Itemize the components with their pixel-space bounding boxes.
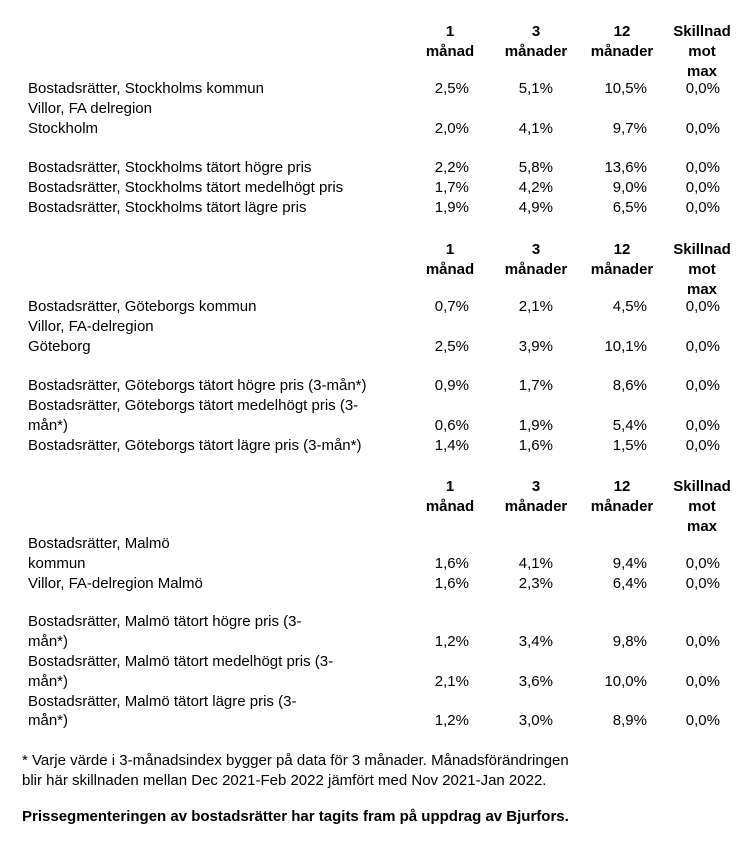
value-1m: 1,2% <box>434 633 469 650</box>
row-label: mån*) <box>28 633 69 650</box>
value-12m: 4,5% <box>612 298 647 315</box>
row-label: Bostadsrätter, Malmö tätort medelhögt pris (3- <box>28 653 334 670</box>
header-12-manader: 12 månader <box>590 478 654 515</box>
value-diff: 0,0% <box>685 159 720 176</box>
header-skillnad-mot-max: Skillnad mot max <box>673 23 731 80</box>
row-label: Bostadsrätter, Göteborgs tätort lägre pris (3-mån*) <box>28 437 362 454</box>
row-label: Villor, FA-delregion Malmö <box>28 575 203 592</box>
value-3m: 4,2% <box>518 179 553 196</box>
row-label: Bostadsrätter, Malmö <box>28 535 170 552</box>
value-diff: 0,0% <box>685 338 720 355</box>
row-label: Bostadsrätter, Malmö tätort högre pris (3- <box>28 613 302 630</box>
value-3m: 1,9% <box>518 417 553 434</box>
value-12m: 10,5% <box>604 80 647 97</box>
row-label: Bostadsrätter, Malmö tätort lägre pris (3- <box>28 693 297 710</box>
row-label: Bostadsrätter, Stockholms tätort medelhögt pris <box>28 179 344 196</box>
value-12m: 9,0% <box>612 179 647 196</box>
value-diff: 0,0% <box>685 120 720 137</box>
row-label: Bostadsrätter, Stockholms tätort lägre pris <box>28 199 307 216</box>
value-diff: 0,0% <box>685 673 720 690</box>
value-3m: 5,1% <box>518 80 553 97</box>
table-row <box>0 574 746 594</box>
table-row <box>0 632 746 652</box>
value-diff: 0,0% <box>685 633 720 650</box>
value-12m: 13,6% <box>604 159 647 176</box>
row-label: Bostadsrätter, Göteborgs tätort högre pris (3-mån*) <box>28 377 367 394</box>
value-3m: 3,9% <box>518 338 553 355</box>
table-row <box>0 198 746 218</box>
value-3m: 1,6% <box>518 437 553 454</box>
table-row <box>0 711 746 731</box>
value-diff: 0,0% <box>685 179 720 196</box>
value-3m: 4,9% <box>518 199 553 216</box>
table-row <box>0 672 746 692</box>
table-row <box>0 79 746 99</box>
value-3m: 3,6% <box>518 673 553 690</box>
row-label: Göteborg <box>28 338 91 355</box>
row-label: Bostadsrätter, Göteborgs kommun <box>28 298 257 315</box>
value-12m: 6,4% <box>612 575 647 592</box>
value-1m: 1,6% <box>434 575 469 592</box>
table-row <box>0 178 746 198</box>
value-3m: 4,1% <box>518 555 553 572</box>
value-1m: 2,2% <box>434 159 469 176</box>
row-label: Bostadsrätter, Stockholms tätort högre pris <box>28 159 312 176</box>
value-12m: 10,0% <box>604 673 647 690</box>
header-12-manader: 12 månader <box>590 241 654 278</box>
table-row <box>0 554 746 574</box>
credit-note: Prissegmenteringen av bostadsrätter har tagits fram på uppdrag av Bjurfors. <box>22 808 569 825</box>
row-label: mån*) <box>28 712 69 729</box>
row-label: Villor, FA-delregion <box>28 318 154 335</box>
row-label: kommun <box>28 555 86 572</box>
value-1m: 2,5% <box>434 80 469 97</box>
value-12m: 5,4% <box>612 417 647 434</box>
value-12m: 9,8% <box>612 633 647 650</box>
value-diff: 0,0% <box>685 555 720 572</box>
row-label: Stockholm <box>28 120 99 137</box>
header-1-manad: 1 månad <box>425 478 475 515</box>
table-row <box>0 158 746 178</box>
value-diff: 0,0% <box>685 575 720 592</box>
value-1m: 2,5% <box>434 338 469 355</box>
value-1m: 0,6% <box>434 417 469 434</box>
header-3-manader: 3 månader <box>504 23 568 60</box>
header-1-manad: 1 månad <box>425 23 475 60</box>
value-1m: 0,9% <box>434 377 469 394</box>
value-12m: 9,7% <box>612 120 647 137</box>
table-row <box>0 396 746 416</box>
table-row <box>0 119 746 139</box>
footnote <box>22 751 722 791</box>
table-row <box>0 99 746 119</box>
value-12m: 6,5% <box>612 199 647 216</box>
row-label: mån*) <box>28 673 69 690</box>
value-1m: 1,2% <box>434 712 469 729</box>
value-diff: 0,0% <box>685 377 720 394</box>
value-12m: 10,1% <box>604 338 647 355</box>
row-label: mån*) <box>28 417 69 434</box>
value-3m: 2,1% <box>518 298 553 315</box>
value-3m: 4,1% <box>518 120 553 137</box>
value-diff: 0,0% <box>685 417 720 434</box>
header-12-manader: 12 månader <box>590 23 654 60</box>
table-row <box>0 337 746 357</box>
value-3m: 2,3% <box>518 575 553 592</box>
value-12m: 1,5% <box>612 437 647 454</box>
value-1m: 1,4% <box>434 437 469 454</box>
value-diff: 0,0% <box>685 298 720 315</box>
value-3m: 3,4% <box>518 633 553 650</box>
value-12m: 8,9% <box>612 712 647 729</box>
row-label: Bostadsrätter, Stockholms kommun <box>28 80 264 97</box>
value-12m: 8,6% <box>612 377 647 394</box>
value-3m: 3,0% <box>518 712 553 729</box>
value-12m: 9,4% <box>612 555 647 572</box>
header-3-manader: 3 månader <box>504 241 568 278</box>
value-1m: 1,7% <box>434 179 469 196</box>
value-diff: 0,0% <box>685 199 720 216</box>
footnote-line-2: blir här skillnaden mellan Dec 2021-Feb 2022 jämfört med Nov 2021-Jan 2022. <box>22 772 547 789</box>
table-row <box>0 436 746 456</box>
header-1-manad: 1 månad <box>425 241 475 278</box>
header-skillnad-mot-max: Skillnad mot max <box>673 241 731 298</box>
value-1m: 1,6% <box>434 555 469 572</box>
value-3m: 1,7% <box>518 377 553 394</box>
table-row <box>0 317 746 337</box>
header-skillnad-mot-max: Skillnad mot max <box>673 478 731 535</box>
table-row <box>0 297 746 317</box>
value-1m: 2,1% <box>434 673 469 690</box>
table-row <box>0 612 746 632</box>
row-label: Bostadsrätter, Göteborgs tätort medelhögt pris (3- <box>28 397 359 414</box>
footnote-line-1: * Varje värde i 3-månadsindex bygger på data för 3 månader. Månadsförändringen <box>22 752 569 769</box>
value-diff: 0,0% <box>685 437 720 454</box>
value-3m: 5,8% <box>518 159 553 176</box>
value-diff: 0,0% <box>685 712 720 729</box>
table-row <box>0 376 746 396</box>
table-row <box>0 692 746 712</box>
value-1m: 0,7% <box>434 298 469 315</box>
table-row <box>0 534 746 554</box>
value-diff: 0,0% <box>685 80 720 97</box>
value-1m: 1,9% <box>434 199 469 216</box>
value-1m: 2,0% <box>434 120 469 137</box>
row-label: Villor, FA delregion <box>28 100 152 117</box>
table-row <box>0 652 746 672</box>
table-row <box>0 416 746 436</box>
header-3-manader: 3 månader <box>504 478 568 515</box>
